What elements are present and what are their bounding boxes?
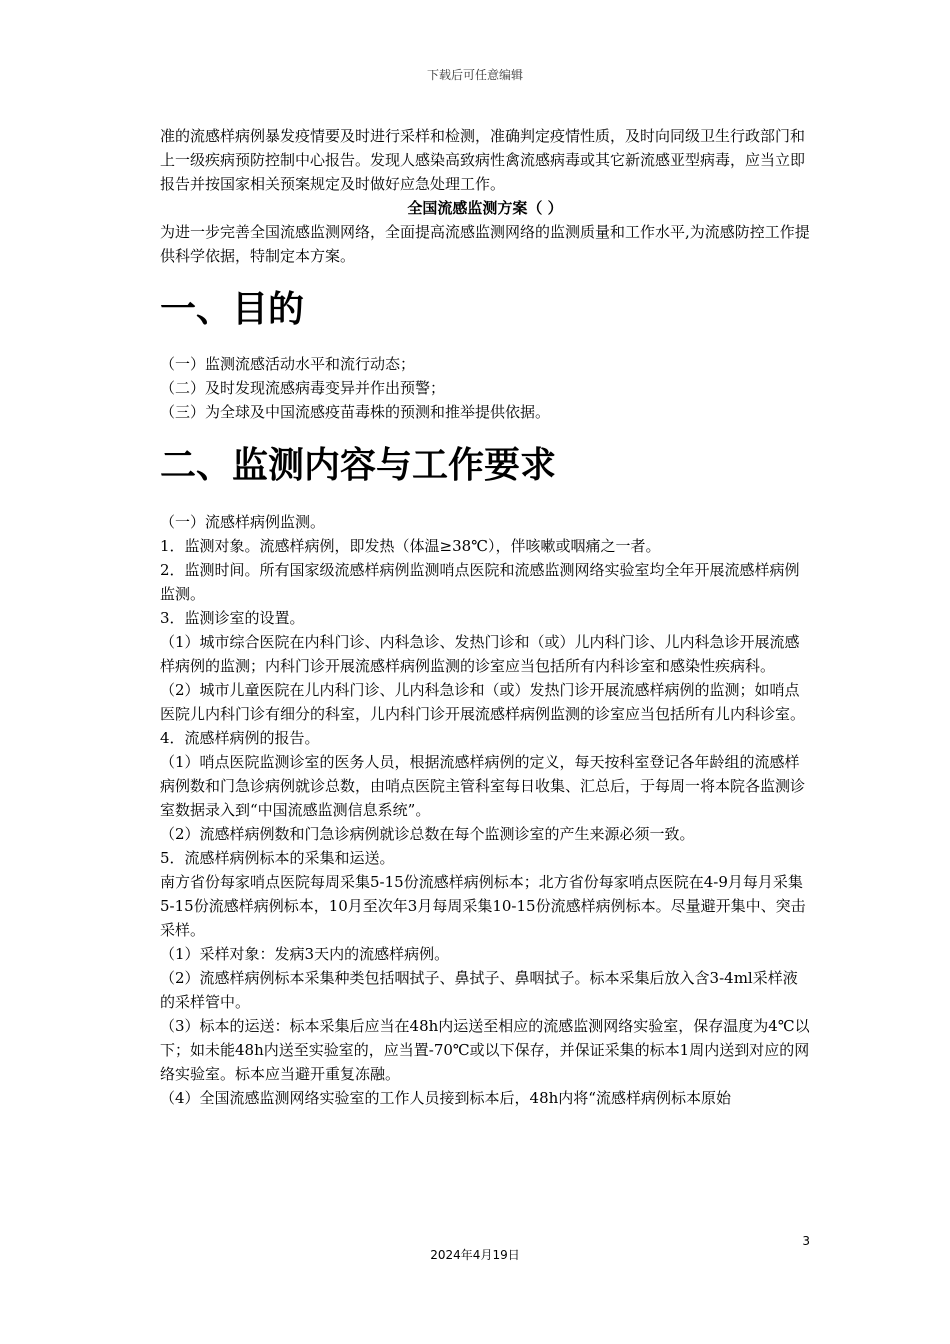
section2-item: 3．监测诊室的设置。 xyxy=(160,609,305,627)
section2-item: （一）流感样病例监测。 xyxy=(160,513,326,531)
section2-item: 5．流感样病例标本的采集和运送。 xyxy=(160,849,395,867)
section2-heading: 二、监测内容与工作要求 xyxy=(160,445,557,486)
section1-item: （三）为全球及中国流感疫苗毒株的预测和推举提供依据。 xyxy=(160,403,551,421)
section2-item: （1）采样对象：发病3天内的流感样病例。 xyxy=(160,945,450,963)
page-number: 3 xyxy=(802,1234,810,1248)
section1-item: （一）监测流感活动水平和流行动态； xyxy=(160,355,416,373)
section2-item: （1）城市综合医院在内科门诊、内科急诊、发热门诊和（或）儿内科门诊、儿内科急诊开展流感样病例的监测；内科门诊开展流感样病例监测的诊室应当包括所有内科诊室和感染性疾病科。 xyxy=(160,633,800,675)
section2-item: 4．流感样病例的报告。 xyxy=(160,729,320,747)
section2-item: （2）城市儿童医院在儿内科门诊、儿内科急诊和（或）发热门诊开展流感样病例的监测；如哨点医院儿内科门诊有细分的科室，儿内科门诊开展流感样病例监测的诊室应当包括所有儿内科诊室。 xyxy=(160,681,806,723)
section1-heading: 一、目的 xyxy=(160,289,305,330)
section2-item: （2）流感样病例数和门急诊病例就诊总数在每个监测诊室的产生来源必须一致。 xyxy=(160,825,695,843)
intro-paragraph: 准的流感样病例暴发疫情要及时进行采样和检测，准确判定疫情性质，及时向同级卫生行政部门和上一级疾病预防控制中心报告。发现人感染高致病性禽流感病毒或其它新流感亚型病毒，应当立即报告并按国家相关预案规定及时做好应急处理工作。 xyxy=(160,127,806,193)
document-body xyxy=(160,124,810,1110)
footer-date: 2024年4月19日 xyxy=(430,1248,520,1262)
plan-paragraph: 为进一步完善全国流感监测网络，全面提高流感监测网络的监测质量和工作水平,为流感防控工作提供科学依据，特制定本方案。 xyxy=(160,223,810,265)
page-header: 下载后可任意编辑 xyxy=(426,68,523,82)
section2-item: （1）哨点医院监测诊室的医务人员，根据流感样病例的定义，每天按科室登记各年龄组的流感样病例数和门急诊病例就诊总数，由哨点医院主管科室每日收集、汇总后，于每周一将本院各监测诊室数据录入到“中国流感监测信息系统”。 xyxy=(160,753,806,819)
section2-item: （3）标本的运送：标本采集后应当在48h内运送至相应的流感监测网络实验室，保存温度为4℃以下；如未能48h内送至实验室的，应当置-70℃或以下保存，并保证采集的标本1周内送到对应的网络实验室。标本应当避开重复冻融。 xyxy=(160,1017,810,1083)
section2-item: 1．监测对象。流感样病例，即发热（体温≥38℃），伴咳嗽或咽痛之一者。 xyxy=(160,537,661,555)
section2-item: 2．监测时间。所有国家级流感样病例监测哨点医院和流感监测网络实验室均全年开展流感样病例监测。 xyxy=(160,561,800,603)
plan-title: 全国流感监测方案（ ） xyxy=(407,199,563,217)
section2-item: （2）流感样病例标本采集种类包括咽拭子、鼻拭子、鼻咽拭子。标本采集后放入含3-4ml采样液的采样管中。 xyxy=(160,969,798,1011)
section2-item: （4）全国流感监测网络实验室的工作人员接到标本后，48h内将“流感样病例标本原始 xyxy=(160,1089,731,1107)
section2-item: 南方省份每家哨点医院每周采集5-15份流感样病例标本；北方省份每家哨点医院在4-9月每月采集5-15份流感样病例标本，10月至次年3月每周采集10-15份流感样病例标本。尽量避开集中、突击采样。 xyxy=(160,873,806,939)
section1-item: （二）及时发现流感病毒变异并作出预警； xyxy=(160,379,446,397)
